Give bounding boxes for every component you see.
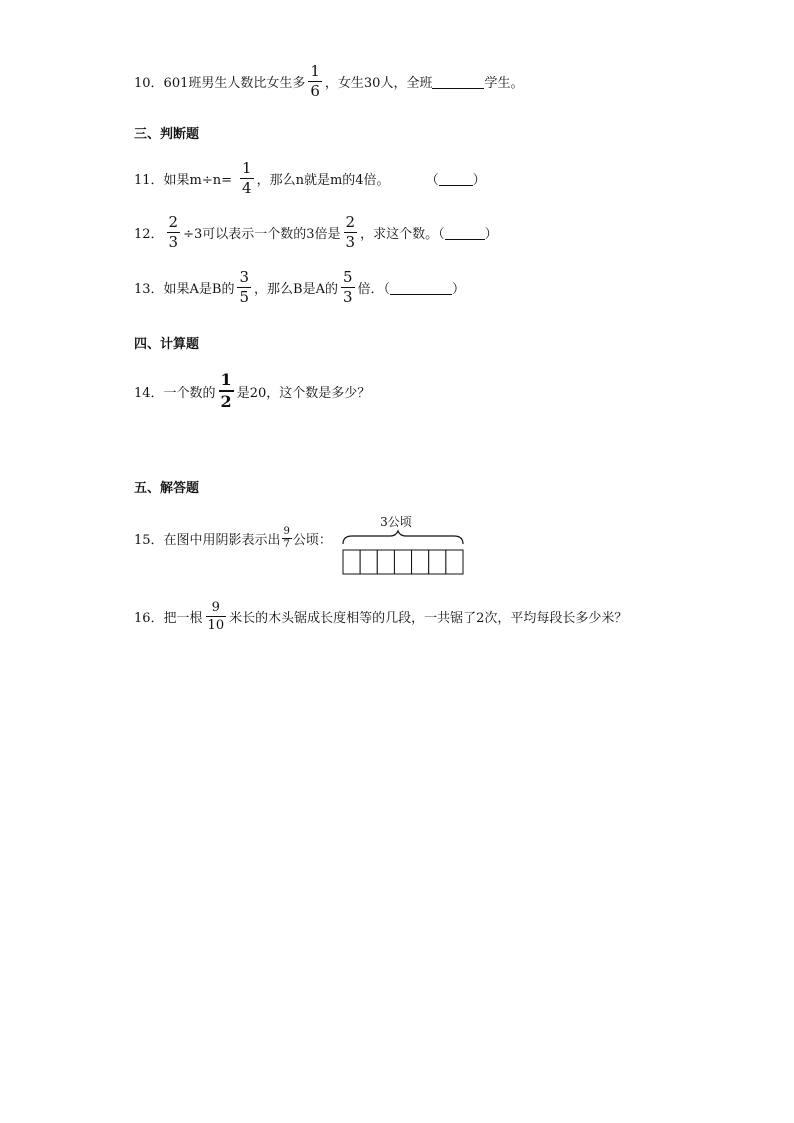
q11-text-end: ，那么n就是m的4倍。 [256,173,390,188]
diagram-cell[interactable] [412,550,429,574]
q12-answer-blank[interactable] [445,225,485,240]
q16-fraction: $\frac{9}{10}$ [207,600,225,633]
q13-fraction-2: $\frac{5}{3}$ [342,268,353,306]
q13-fraction-1: $\frac{3}{5}$ [239,268,250,306]
diagram-cell[interactable] [429,550,446,574]
q16-text-end: 米长的木头锯成长度相等的几段，一共锯了2次，平均每段长多少米？ [229,611,628,626]
q15-fraction: $\frac{9}{7}$ [283,526,290,550]
q10-answer-blank[interactable] [432,74,484,89]
q12-paren-close: ） [484,227,498,242]
diagram-cells [343,550,463,574]
q12-fraction-2: $\frac{2}{3}$ [345,213,356,251]
diagram-cell[interactable] [377,550,394,574]
q15-text-end: 公顷： [292,533,332,548]
q12-fraction-1: $\frac{2}{3}$ [168,213,179,251]
question-16 [134,601,627,632]
q13-text-mid: ，那么B是A的 [254,282,338,297]
q11-fraction: $\frac{1}{4}$ [242,159,252,197]
diagram-label: 3公顷 [380,515,412,529]
diagram-cell[interactable] [360,550,377,574]
question-10 [134,64,523,99]
diagram-brace [343,531,463,544]
q14-text-end: 是20，这个数是多少？ [236,385,371,401]
q14-fraction: $\frac{1}{2}$ [220,370,232,411]
question-13 [134,270,465,305]
q11-paren-close: ） [472,173,486,188]
q13-text-start: 13．如果A是B的 [134,282,235,297]
diagram-cell[interactable] [394,550,411,574]
diagram-cell[interactable] [446,550,463,574]
q12-text-mid: ÷3可以表示一个数的3倍是 [183,227,341,242]
q11-answer-blank[interactable] [439,171,473,186]
section-5-heading: 五、解答题 [134,481,200,496]
q12-number: 12． [134,227,164,242]
section-3-heading: 三、判断题 [134,127,200,142]
question-11 [134,161,486,196]
q12-text-end: ，求这个数。（ [360,227,445,242]
question-14 [134,372,370,410]
q11-text-start: 11．如果m÷n= [134,173,233,188]
question-15 [134,527,332,550]
diagram-cell[interactable] [343,550,360,574]
q11-paren-open: （ [425,173,439,188]
section-4-heading: 四、计算题 [134,337,200,352]
q10-text-start: 10．601班男生人数比女生多 [134,76,306,91]
question-12 [134,215,498,250]
q16-text-start: 16．把一根 [134,611,203,626]
q14-text-start: 14．一个数的 [134,385,216,401]
q13-text-end: 倍．（ [357,282,391,297]
q10-text-mid: ，女生30人，全班 [324,76,433,91]
q10-text-end: 学生。 [484,76,524,91]
q15-text-start: 15．在图中用阴影表示出 [134,533,281,548]
q13-paren-close: ） [452,282,466,297]
q13-answer-blank[interactable] [390,280,452,295]
q10-fraction: $\frac{1}{6}$ [310,62,320,100]
hectare-bar-diagram [342,510,464,576]
